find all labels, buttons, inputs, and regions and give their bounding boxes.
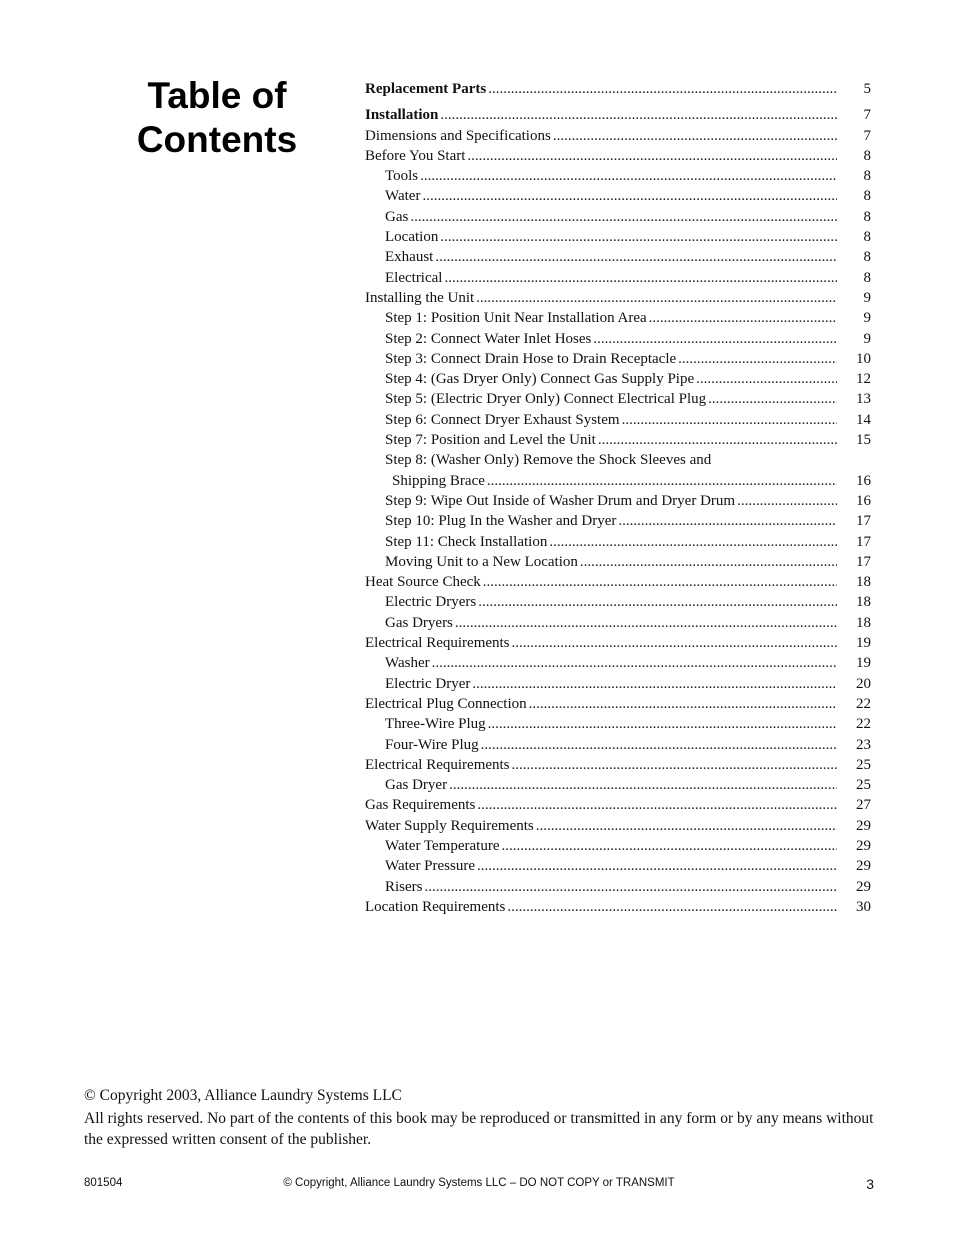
toc-entry[interactable] [365, 268, 871, 288]
dot-leader [472, 674, 837, 694]
toc-entry-page: 23 [856, 736, 871, 753]
toc-entry-label: Three-Wire Plug [385, 716, 486, 733]
dot-leader [553, 126, 837, 146]
toc-entry-label: Electric Dryers [385, 594, 477, 611]
toc-entry-label: Heat Source Check [365, 574, 481, 591]
dot-leader [649, 308, 837, 328]
toc-entry[interactable] [365, 186, 871, 206]
toc-entry-page: 19 [856, 655, 871, 672]
toc-entry[interactable] [365, 694, 871, 714]
toc-entry-label: Water [385, 188, 421, 205]
toc-entry-label: Step 10: Plug In the Washer and Dryer [385, 513, 617, 530]
rights-statement: All rights reserved. No part of the contents of this book may be reproduced or transmitted in any form or by any means without the expressed written consent of the publisher. [84, 1110, 874, 1148]
toc-entry-label: Step 9: Wipe Out Inside of Washer Drum and Dryer Drum [385, 492, 736, 509]
toc-entry-page: 16 [856, 472, 871, 489]
toc-entry[interactable] [365, 552, 871, 572]
toc-entry[interactable] [365, 532, 871, 552]
toc-entry-page: 8 [863, 168, 871, 185]
toc-entry-label: Four-Wire Plug [385, 736, 479, 753]
toc-entry[interactable] [365, 897, 871, 917]
page-number: 3 [866, 1176, 874, 1192]
toc-entry-label: Step 3: Connect Drain Hose to Drain Receptacle [385, 350, 677, 367]
toc-entry-label: Step 6: Connect Dryer Exhaust System [385, 411, 620, 428]
dot-leader [435, 247, 837, 267]
dot-leader [477, 856, 837, 876]
toc-entry-page: 10 [856, 350, 871, 367]
copyright-notice [84, 1085, 874, 1150]
toc-entry[interactable] [365, 207, 871, 227]
toc-entry-label: Step 7: Position and Level the Unit [385, 432, 596, 449]
toc-entry[interactable] [365, 430, 871, 450]
toc-entry-label: Moving Unit to a New Location [385, 553, 578, 570]
toc-entry-page: 8 [863, 208, 871, 225]
toc-entry-label: Gas Requirements [365, 797, 476, 814]
toc-entry[interactable] [365, 816, 871, 836]
dot-leader [444, 268, 837, 288]
toc-entry-label: Dimensions and Specifications [365, 127, 551, 144]
toc-entry-label: Exhaust [385, 249, 434, 266]
page-title [90, 74, 344, 162]
toc-entry-label: Replacement Parts [365, 81, 487, 97]
toc-entry[interactable] [365, 714, 871, 734]
dot-leader [737, 491, 837, 511]
toc-entry-page: 29 [856, 878, 871, 895]
toc-entry-page: 5 [863, 81, 871, 97]
toc-entry-page: 17 [856, 513, 871, 530]
toc-entry-label: Electrical Plug Connection [365, 695, 527, 712]
toc-entry-page: 17 [856, 553, 871, 570]
toc-entry-page: 12 [856, 371, 871, 388]
toc-entry[interactable] [365, 227, 871, 247]
toc-entry-label: Gas Dryers [385, 614, 453, 631]
document-number: 801504 [84, 1177, 123, 1189]
toc-entry[interactable] [365, 105, 871, 125]
toc-entry[interactable] [365, 653, 871, 673]
toc-entry-page: 9 [863, 289, 871, 306]
toc-entry-page: 9 [863, 330, 871, 347]
page-footer [84, 1174, 874, 1194]
page-title-line-1: Table of [147, 75, 287, 116]
toc-entry-label: Water Pressure [385, 858, 476, 875]
dot-leader [529, 694, 837, 714]
toc-entry[interactable] [365, 877, 871, 897]
toc-entry[interactable] [365, 572, 871, 592]
dot-leader [708, 389, 837, 409]
toc-entry-label: Step 11: Check Installation [385, 533, 548, 550]
toc-entry[interactable] [365, 349, 871, 369]
toc-entry[interactable] [365, 856, 871, 876]
dot-leader [483, 572, 837, 592]
toc-entry-page: 8 [863, 269, 871, 286]
dot-leader [598, 430, 837, 450]
toc-entry-page: 16 [856, 492, 871, 509]
toc-entry-label: Risers [385, 878, 423, 895]
dot-leader [487, 471, 837, 491]
toc-entry[interactable] [365, 613, 871, 633]
toc-entry-label: Electrical [385, 269, 443, 286]
dot-leader [477, 795, 837, 815]
toc-entry-label: Before You Start [365, 147, 466, 164]
copyright-line: © Copyright 2003, Alliance Laundry Systems LLC [84, 1087, 402, 1104]
toc-entry-label: Step 2: Connect Water Inlet Hoses [385, 330, 592, 347]
page-title-line-2: Contents [136, 119, 298, 160]
toc-entry[interactable] [365, 633, 871, 653]
dot-leader [580, 552, 837, 572]
toc-entry-page: 22 [856, 695, 871, 712]
toc-entry[interactable] [365, 288, 871, 308]
toc-entry[interactable] [365, 471, 871, 491]
dot-leader [481, 735, 837, 755]
toc-entry[interactable] [365, 836, 871, 856]
dot-leader [432, 653, 837, 673]
dot-leader [410, 207, 837, 227]
toc-entry-page: 29 [856, 817, 871, 834]
toc-entry[interactable] [365, 369, 871, 389]
toc-entry-label: Installing the Unit [365, 289, 475, 306]
toc-entry-label: Water Supply Requirements [365, 817, 534, 834]
toc-entry[interactable] [365, 410, 871, 430]
toc-entry[interactable] [365, 146, 871, 166]
toc-entry[interactable] [365, 674, 871, 694]
toc-entry-page: 8 [863, 229, 871, 246]
dot-leader [422, 186, 837, 206]
toc-entry[interactable] [365, 491, 871, 511]
toc-entry-page: 30 [856, 898, 871, 915]
toc-entry-label: Step 4: (Gas Dryer Only) Connect Gas Supply Pipe [385, 371, 695, 388]
toc-entry-page: 29 [856, 858, 871, 875]
toc-entry-page: 25 [856, 756, 871, 773]
toc-entry-page: 17 [856, 533, 871, 550]
dot-leader [512, 755, 837, 775]
toc-entry-page: 9 [863, 310, 871, 327]
toc-entry[interactable] [365, 775, 871, 795]
toc-entry[interactable] [365, 166, 871, 186]
toc-entry-page: 18 [856, 574, 871, 591]
toc-entry-page: 8 [863, 249, 871, 266]
footer-notice: © Copyright, Alliance Laundry Systems LLC – DO NOT COPY or TRANSMIT [283, 1177, 675, 1189]
dot-leader [549, 532, 837, 552]
toc-entry-page: 7 [863, 127, 871, 144]
toc-entry-page: 15 [856, 432, 871, 449]
dot-leader [478, 592, 837, 612]
dot-leader [536, 816, 837, 836]
toc-entry-label: Washer [385, 655, 430, 672]
toc-entry[interactable] [365, 389, 871, 409]
toc-entry-page: 27 [856, 797, 871, 814]
toc-entry-page: 8 [863, 188, 871, 205]
toc-entry-label: Location [385, 229, 439, 246]
dot-leader [440, 227, 837, 247]
toc-entry[interactable] [365, 126, 871, 146]
toc-entry-label: Step 8: (Washer Only) Remove the Shock Sleeves and [385, 452, 712, 469]
dot-leader [678, 349, 837, 369]
toc-entry-label: Gas Dryer [385, 777, 448, 794]
toc-entry-page: 18 [856, 594, 871, 611]
toc-entry[interactable] [365, 511, 871, 531]
toc-entry-page: 8 [863, 147, 871, 164]
toc-entry-label: Step 5: (Electric Dryer Only) Connect Electrical Plug [385, 391, 707, 408]
toc-entry-label: Electrical Requirements [365, 756, 510, 773]
toc-entry[interactable] [365, 79, 871, 99]
toc-entry[interactable] [365, 755, 871, 775]
toc-entry-page: 18 [856, 614, 871, 631]
dot-leader [420, 166, 837, 186]
toc-entry-page: 29 [856, 837, 871, 854]
toc-entry-label: Tools [385, 168, 419, 185]
dot-leader [440, 105, 837, 125]
dot-leader [449, 775, 837, 795]
dot-leader [488, 714, 837, 734]
dot-leader [467, 146, 837, 166]
toc-entry-label: Step 1: Position Unit Near Installation Area [385, 310, 647, 327]
dot-leader [622, 410, 837, 430]
toc-entry-label: Location Requirements [365, 898, 506, 915]
toc-entry [365, 450, 871, 470]
dot-leader [476, 288, 837, 308]
toc-entry[interactable] [365, 308, 871, 328]
toc-entry-label: Electrical Requirements [365, 635, 510, 652]
toc-entry-page: 7 [863, 107, 871, 124]
dot-leader [425, 877, 838, 897]
toc-entry-label: Shipping Brace [392, 472, 485, 489]
toc-entry-page: 14 [856, 411, 871, 428]
toc-entry[interactable] [365, 795, 871, 815]
dot-leader [618, 511, 837, 531]
toc-entry[interactable] [365, 592, 871, 612]
dot-leader [696, 369, 837, 389]
dot-leader [512, 633, 837, 653]
toc-entry-page: 25 [856, 777, 871, 794]
dot-leader [502, 836, 838, 856]
dot-leader [455, 613, 837, 633]
dot-leader [593, 329, 837, 349]
table-of-contents [365, 79, 871, 917]
toc-entry[interactable] [365, 247, 871, 267]
toc-entry-page: 19 [856, 635, 871, 652]
toc-entry-page: 22 [856, 716, 871, 733]
toc-entry[interactable] [365, 735, 871, 755]
toc-entry[interactable] [365, 329, 871, 349]
toc-entry-label: Installation [365, 107, 439, 124]
toc-entry-label: Electric Dryer [385, 675, 471, 692]
toc-entry-page: 20 [856, 675, 871, 692]
toc-entry-label: Gas [385, 208, 409, 225]
dot-leader [507, 897, 837, 917]
dot-leader [488, 79, 837, 99]
toc-entry-page: 13 [856, 391, 871, 408]
toc-entry-label: Water Temperature [385, 837, 500, 854]
